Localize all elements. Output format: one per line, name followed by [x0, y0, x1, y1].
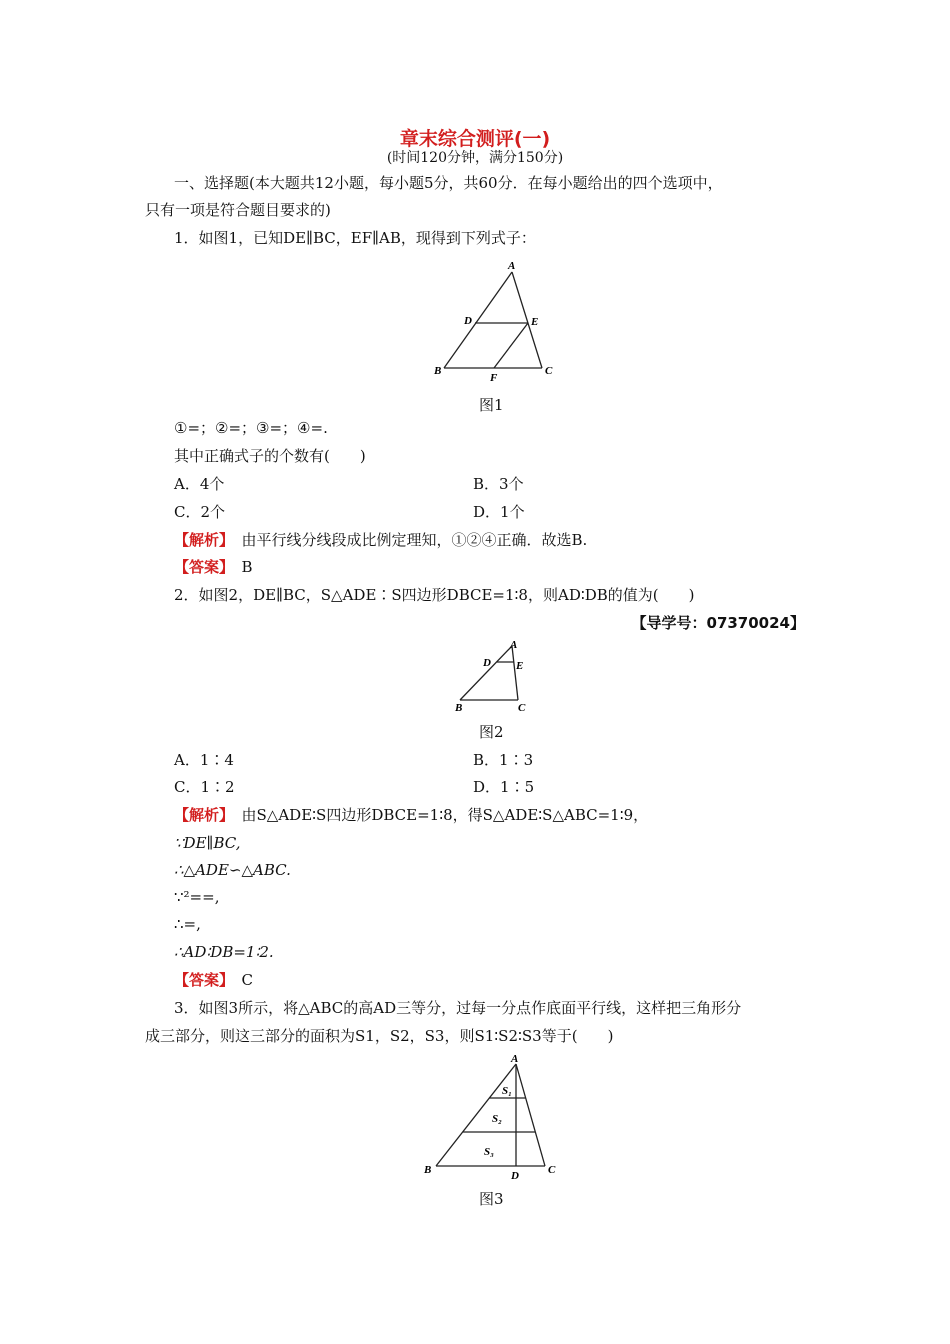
q1-answer-value: B [241, 558, 253, 576]
q2-stem: 2．如图2，DE∥BC，S△ADE∶S四边形DBCE=1∶8，则AD∶DB的值为( ) [174, 586, 695, 604]
q2-option-b: B．1∶3 [473, 751, 534, 769]
q2-guide-number: 【导学号：07370024】 [631, 614, 805, 632]
q2-answer-tag: 【答案】 [174, 971, 227, 989]
q3-stem-line2: 成三部分，则这三部分的面积为S1，S2，S3，则S1∶S2∶S3等于( ) [145, 1027, 614, 1045]
q2-answer [174, 970, 253, 990]
q2-analysis-tag: 【解析】 [174, 806, 227, 824]
q2-analysis [174, 805, 648, 825]
q1-answer-tag: 【答案】 [174, 558, 227, 576]
q1-option-d: D．1个 [473, 503, 525, 521]
q1-option-c: C．2个 [174, 503, 226, 521]
figure-1 [430, 258, 560, 388]
q2-step: ∵DE∥BC, [174, 834, 241, 852]
q2-step: ∵²==, [174, 888, 220, 906]
q1-analysis [174, 530, 587, 550]
q1-stem: 1．如图1，已知DE∥BC，EF∥AB，现得到下列式子： [174, 229, 536, 247]
fig3-label-s3: S₃ [484, 1146, 494, 1158]
q2-step: ∴AD∶DB=1∶2. [174, 943, 274, 961]
section-heading-line1: 一、选择题(本大题共12小题，每小题5分，共60分．在每小题给出的四个选项中， [174, 174, 723, 192]
figure-1-caption: 图1 [479, 396, 504, 414]
fig2-label-d: D [483, 657, 491, 669]
fig2-label-a: A [510, 639, 518, 651]
fig3-label-s2: S₂ [492, 1113, 502, 1125]
q1-option-a: A．4个 [174, 475, 225, 493]
section-heading-line2: 只有一项是符合题目要求的) [145, 201, 331, 219]
fig2-label-b: B [455, 702, 463, 714]
fig1-label-b: B [434, 365, 442, 377]
figure-3 [420, 1052, 565, 1182]
q2-analysis-text: 由S△ADE∶S四边形DBCE=1∶8，得S△ADE∶S△ABC=1∶9， [241, 806, 649, 824]
q3-stem-line1: 3．如图3所示，将△ABC的高AD三等分，过每一分点作底面平行线，这样把三角形分 [174, 999, 742, 1017]
fig3-label-s1: S₁ [502, 1085, 512, 1097]
q2-step: ∴=, [174, 915, 201, 933]
page-title: 章末综合测评(一) [399, 128, 551, 150]
fig1-label-c: C [545, 365, 553, 377]
fig1-label-a: A [508, 260, 516, 272]
q1-formulas: ①=；②=；③=；④=. [174, 419, 328, 437]
fig1-label-f: F [490, 372, 498, 384]
q1-option-b: B．3个 [473, 475, 524, 493]
fig2-label-c: C [518, 702, 526, 714]
fig3-label-b: B [424, 1164, 432, 1176]
q1-analysis-text: 由平行线分线段成比例定理知，①②④正确．故选B. [241, 531, 588, 549]
q1-ask: 其中正确式子的个数有( ) [174, 447, 366, 465]
figure-3-caption: 图3 [479, 1190, 504, 1208]
fig3-label-a: A [511, 1053, 519, 1065]
fig2-label-e: E [516, 660, 524, 672]
q1-analysis-tag: 【解析】 [174, 531, 227, 549]
fig1-label-e: E [531, 316, 539, 328]
page-subtitle: (时间120分钟，满分150分) [386, 150, 564, 166]
figure-2-caption: 图2 [479, 723, 504, 741]
fig3-label-d: D [511, 1170, 519, 1182]
q1-answer [174, 557, 253, 577]
figure-2 [450, 638, 540, 718]
q2-step: ∴△ADE∽△ABC. [174, 861, 291, 879]
q2-answer-value: C [241, 971, 254, 989]
fig3-label-c: C [548, 1164, 556, 1176]
fig1-label-d: D [464, 315, 472, 327]
q2-option-c: C．1∶2 [174, 778, 235, 796]
q2-option-d: D．1∶5 [473, 778, 535, 796]
q2-option-a: A．1∶4 [174, 751, 234, 769]
